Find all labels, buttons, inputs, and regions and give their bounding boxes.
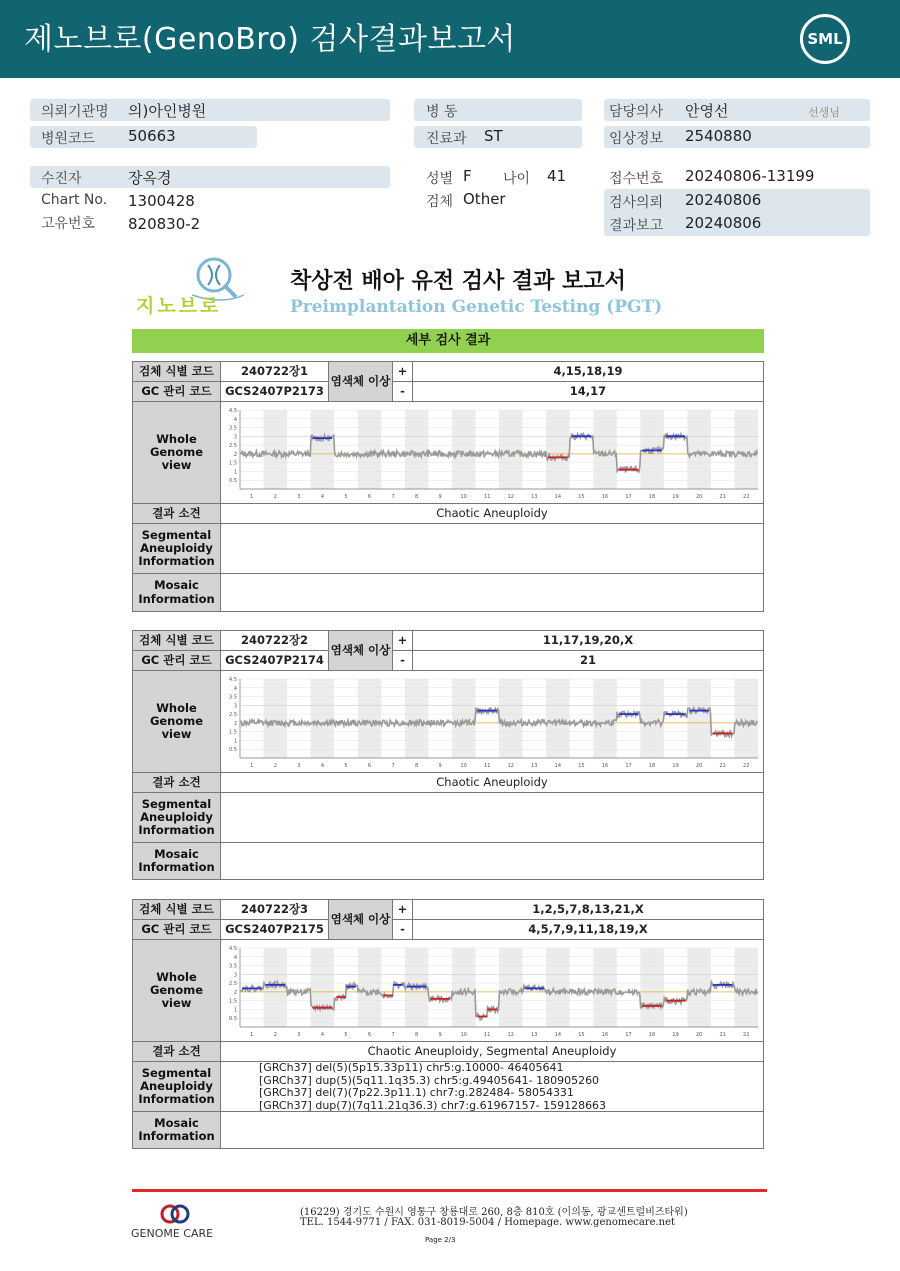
loss-sign: - <box>393 920 413 940</box>
chart-no-value: 1300428 <box>128 192 195 210</box>
x-tick-label: 1 <box>250 493 254 500</box>
y-tick-label: 2 <box>233 720 237 727</box>
department-value: ST <box>484 127 503 145</box>
x-tick-label: 12 <box>507 1031 514 1038</box>
y-tick-label: 3.5 <box>229 425 237 432</box>
gain-chromosomes: 4,15,18,19 <box>413 362 763 382</box>
x-tick-label: 3 <box>297 493 301 500</box>
x-tick-label: 12 <box>507 493 514 500</box>
page-title: 제노브로(GenoBro) 검사결과보고서 <box>24 22 516 57</box>
x-tick-label: 9 <box>438 762 442 769</box>
test-request-value: 20240806 <box>685 191 762 209</box>
y-tick-label: 1 <box>233 737 237 744</box>
x-tick-label: 19 <box>672 762 679 769</box>
mosaic-label: Mosaic Information <box>133 1112 221 1148</box>
abnormality-label: 염색체 이상 <box>329 362 393 402</box>
sample-block-3 <box>132 899 764 1149</box>
loss-chromosomes: 21 <box>413 651 763 671</box>
y-tick-label: 3 <box>233 971 237 978</box>
x-tick-label: 15 <box>578 762 585 769</box>
y-tick-label: 4.5 <box>229 945 237 952</box>
segmental-label: Segmental Aneuploidy Information <box>133 524 221 574</box>
sex-value: F <box>463 167 472 185</box>
report-title: 착상전 배아 유전 검사 결과 보고서 <box>290 269 626 294</box>
abnormality-label: 염색체 이상 <box>329 900 393 940</box>
x-tick-label: 18 <box>648 493 656 500</box>
gc-code-value: GCS2407P2175 <box>221 920 329 940</box>
x-tick-label: 5 <box>344 1031 348 1038</box>
result-value: Chaotic Aneuploidy <box>221 773 763 793</box>
gain-chromosomes: 11,17,19,20,X <box>413 631 763 651</box>
x-tick-label: 22 <box>743 762 750 769</box>
sample-code-label: 검체 식별 코드 <box>133 900 221 920</box>
chromosome-band <box>640 948 664 1027</box>
chromosome-band <box>734 679 758 758</box>
section-header: 세부 검사 결과 <box>132 329 764 353</box>
genome-view-panel <box>221 402 763 504</box>
x-tick-label: 4 <box>320 762 325 769</box>
y-tick-label: 4 <box>233 685 237 692</box>
chromosome-band <box>687 410 711 489</box>
x-tick-label: 2 <box>273 1031 277 1038</box>
x-tick-label: 17 <box>625 493 632 500</box>
chromosome-band <box>311 410 335 489</box>
header-bar <box>0 0 900 78</box>
x-tick-label: 9 <box>438 1031 442 1038</box>
genome-chart-3 <box>222 942 762 1040</box>
result-label: 결과 소견 <box>133 504 221 524</box>
reception-no-label: 접수번호 <box>609 171 664 187</box>
segmental-line: [GRCh37] del(7)(7p22.3p11.1) chr7:g.282484- 58054331 <box>259 1086 574 1100</box>
y-tick-label: 2 <box>233 451 237 458</box>
chromosome-band <box>499 410 523 489</box>
whole-genome-label: Whole Genome view <box>133 671 221 773</box>
x-tick-label: 18 <box>648 762 656 769</box>
gain-sign: + <box>393 631 413 651</box>
y-tick-label: 0.5 <box>229 1015 237 1022</box>
mosaic-value <box>221 1112 763 1148</box>
x-tick-label: 7 <box>391 1031 395 1038</box>
chromosome-band <box>264 410 288 489</box>
chromosome-band <box>546 948 570 1027</box>
clinical-info-label: 임상정보 <box>609 131 664 147</box>
genome-chart-1 <box>222 404 762 502</box>
gc-code-value: GCS2407P2173 <box>221 382 329 402</box>
mosaic-value <box>221 843 763 879</box>
y-tick-label: 4 <box>233 416 237 423</box>
chromosome-band <box>734 410 758 489</box>
x-tick-label: 6 <box>367 1031 372 1038</box>
segmental-value <box>221 1062 763 1112</box>
x-tick-label: 13 <box>531 762 538 769</box>
footer-address: (16229) 경기도 수원시 영통구 창룡대로 260, 8층 810호 (이의동, 광교센트럴비즈타워) <box>300 1207 688 1218</box>
doctor-label: 담당의사 <box>609 104 664 120</box>
x-tick-label: 19 <box>672 493 679 500</box>
x-tick-label: 2 <box>273 762 277 769</box>
x-tick-label: 22 <box>743 493 750 500</box>
x-tick-label: 10 <box>460 1031 467 1038</box>
chromosome-band <box>452 679 476 758</box>
x-tick-label: 15 <box>578 493 585 500</box>
chromosome-band <box>546 679 570 758</box>
y-tick-label: 1 <box>233 1006 237 1013</box>
mosaic-value <box>221 574 763 611</box>
gc-code-value: GCS2407P2174 <box>221 651 329 671</box>
y-tick-label: 2.5 <box>229 442 237 449</box>
segmental-line: [GRCh37] del(5)(5p15.33p11) chr5:g.10000- 46405641 <box>259 1062 564 1074</box>
y-tick-label: 1.5 <box>229 998 237 1005</box>
chromosome-band <box>546 410 570 489</box>
y-tick-label: 4 <box>233 954 237 961</box>
result-value: Chaotic Aneuploidy, Segmental Aneuploidy <box>221 1042 763 1062</box>
sample-block-2 <box>132 630 764 880</box>
x-tick-label: 11 <box>484 762 491 769</box>
gain-sign: + <box>393 900 413 920</box>
age-value: 41 <box>547 167 567 185</box>
department-label: 진료과 <box>426 131 467 147</box>
x-tick-label: 22 <box>743 1031 750 1038</box>
gc-code-label: GC 관리 코드 <box>133 382 221 402</box>
x-tick-label: 12 <box>507 762 514 769</box>
y-tick-label: 3 <box>233 702 237 709</box>
loss-chromosomes: 14,17 <box>413 382 763 402</box>
chromosome-band <box>499 948 523 1027</box>
chromosome-band <box>593 410 617 489</box>
chromosome-band <box>311 679 335 758</box>
chromosome-band <box>311 948 335 1027</box>
sample-block-1 <box>132 361 764 612</box>
unique-no-label: 고유번호 <box>41 216 96 232</box>
x-tick-label: 8 <box>414 1031 419 1038</box>
x-tick-label: 21 <box>719 493 726 500</box>
x-tick-label: 1 <box>250 762 254 769</box>
segmental-line: [GRCh37] dup(5)(5q11.1q35.3) chr5:g.49405641- 180905260 <box>259 1073 600 1087</box>
chromosome-band <box>358 679 382 758</box>
chromosome-band <box>499 679 523 758</box>
x-tick-label: 13 <box>531 1031 538 1038</box>
result-value: Chaotic Aneuploidy <box>221 504 763 524</box>
segmental-value <box>221 793 763 843</box>
genome-view-panel <box>221 671 763 773</box>
age-label: 나이 <box>503 171 531 187</box>
chromosome-band <box>452 410 476 489</box>
x-tick-label: 14 <box>554 762 562 769</box>
gain-chromosomes: 1,2,5,7,8,13,21,X <box>413 900 763 920</box>
doctor-value: 안영선 <box>685 102 729 120</box>
hospital-code-label: 병원코드 <box>41 131 96 147</box>
result-report-label: 결과보고 <box>609 218 664 234</box>
chromosome-band <box>264 679 288 758</box>
chart-no-label: Chart No. <box>41 192 108 208</box>
result-label: 결과 소견 <box>133 773 221 793</box>
x-tick-label: 15 <box>578 1031 585 1038</box>
institution-label: 의뢰기관명 <box>41 104 109 120</box>
chromosome-band <box>687 948 711 1027</box>
sample-code-label: 검체 식별 코드 <box>133 631 221 651</box>
sample-code-value: 240722장1 <box>221 362 329 382</box>
x-tick-label: 16 <box>601 493 609 500</box>
y-tick-label: 4.5 <box>229 407 237 414</box>
y-tick-label: 0.5 <box>229 477 237 484</box>
x-tick-label: 11 <box>484 1031 491 1038</box>
result-label: 결과 소견 <box>133 1042 221 1062</box>
x-tick-label: 3 <box>297 1031 301 1038</box>
report-subtitle: Preimplantation Genetic Testing (PGT) <box>290 297 663 317</box>
genobro-logo <box>132 255 247 317</box>
x-tick-label: 4 <box>320 1031 325 1038</box>
x-tick-label: 3 <box>297 762 301 769</box>
x-tick-label: 11 <box>484 493 491 500</box>
chromosome-band <box>405 679 429 758</box>
x-tick-label: 19 <box>672 1031 679 1038</box>
gain-sign: + <box>393 362 413 382</box>
institution-value: 의)아인병원 <box>128 102 207 120</box>
loss-chromosomes: 4,5,7,9,11,18,19,X <box>413 920 763 940</box>
sml-logo: SML <box>800 14 850 64</box>
footer-contact: TEL. 1544-9771 / FAX. 031-8019-5004 / Homepage. www.genomecare.net <box>300 1217 676 1228</box>
y-tick-label: 2.5 <box>229 980 237 987</box>
y-tick-label: 3.5 <box>229 694 237 701</box>
segmental-line: [GRCh37] dup(7)(7q11.21q36.3) chr7:g.61967157- 159128663 <box>259 1098 607 1112</box>
x-tick-label: 5 <box>344 762 348 769</box>
y-tick-label: 1 <box>233 468 237 475</box>
chromosome-band <box>593 948 617 1027</box>
x-tick-label: 9 <box>438 493 442 500</box>
x-tick-label: 8 <box>414 493 419 500</box>
x-tick-label: 10 <box>460 493 467 500</box>
y-tick-label: 1.5 <box>229 460 237 467</box>
chromosome-band <box>640 679 664 758</box>
x-tick-label: 5 <box>344 493 348 500</box>
genome-care-logo-text: GENOME CARE <box>131 1227 214 1240</box>
result-report-value: 20240806 <box>685 214 762 232</box>
x-tick-label: 17 <box>625 1031 632 1038</box>
test-request-label: 검사의뢰 <box>609 195 664 211</box>
y-tick-label: 2.5 <box>229 711 237 718</box>
x-tick-label: 8 <box>414 762 419 769</box>
page-number: Page 2/3 <box>425 1236 456 1244</box>
footer-divider <box>132 1189 767 1192</box>
chromosome-band <box>687 679 711 758</box>
x-tick-label: 16 <box>601 1031 609 1038</box>
segmental-label: Segmental Aneuploidy Information <box>133 1062 221 1112</box>
chromosome-band <box>358 410 382 489</box>
x-tick-label: 1 <box>250 1031 254 1038</box>
chromosome-band <box>358 948 382 1027</box>
x-tick-label: 2 <box>273 493 277 500</box>
sample-code-label: 검체 식별 코드 <box>133 362 221 382</box>
x-tick-label: 6 <box>367 762 372 769</box>
segmental-label: Segmental Aneuploidy Information <box>133 793 221 843</box>
loss-sign: - <box>393 651 413 671</box>
genome-chart-2 <box>222 673 762 771</box>
x-tick-label: 13 <box>531 493 538 500</box>
doctor-suffix: 선생님 <box>808 106 840 119</box>
y-tick-label: 4.5 <box>229 676 237 683</box>
examinee-row <box>30 166 390 188</box>
sex-label: 성별 <box>426 171 454 187</box>
sample-code-value: 240722장3 <box>221 900 329 920</box>
gc-code-label: GC 관리 코드 <box>133 651 221 671</box>
chromosome-band <box>405 410 429 489</box>
x-tick-label: 7 <box>391 762 395 769</box>
unique-no-value: 820830-2 <box>128 215 201 233</box>
x-tick-label: 21 <box>719 1031 726 1038</box>
x-tick-label: 21 <box>719 762 726 769</box>
x-tick-label: 7 <box>391 493 395 500</box>
x-tick-label: 10 <box>460 762 467 769</box>
segmental-value <box>221 524 763 574</box>
reception-no-value: 20240806-13199 <box>685 167 815 185</box>
chromosome-band <box>593 679 617 758</box>
x-tick-label: 20 <box>695 1031 703 1038</box>
y-tick-label: 1.5 <box>229 729 237 736</box>
y-tick-label: 3.5 <box>229 963 237 970</box>
x-tick-label: 16 <box>601 762 609 769</box>
x-tick-label: 18 <box>648 1031 656 1038</box>
x-tick-label: 20 <box>695 762 703 769</box>
loss-sign: - <box>393 382 413 402</box>
hospital-code-value: 50663 <box>128 127 176 145</box>
x-tick-label: 4 <box>320 493 325 500</box>
mosaic-label: Mosaic Information <box>133 574 221 611</box>
sample-code-value: 240722장2 <box>221 631 329 651</box>
gc-code-label: GC 관리 코드 <box>133 920 221 940</box>
specimen-value: Other <box>463 190 506 208</box>
x-tick-label: 20 <box>695 493 703 500</box>
examinee-label: 수진자 <box>41 171 82 187</box>
x-tick-label: 14 <box>554 493 562 500</box>
y-tick-label: 2 <box>233 989 237 996</box>
y-tick-label: 3 <box>233 433 237 440</box>
clinical-info-value: 2540880 <box>685 127 752 145</box>
examinee-value: 장옥경 <box>128 169 172 187</box>
chromosome-band <box>452 948 476 1027</box>
abnormality-label: 염색체 이상 <box>329 631 393 671</box>
genobro-logo-text: 지노브로 <box>136 295 222 317</box>
genome-view-panel <box>221 940 763 1042</box>
specimen-label: 검체 <box>426 194 454 210</box>
y-tick-label: 0.5 <box>229 746 237 753</box>
whole-genome-label: Whole Genome view <box>133 402 221 504</box>
x-tick-label: 6 <box>367 493 372 500</box>
chromosome-band <box>734 948 758 1027</box>
ward-label: 병 동 <box>426 104 458 120</box>
x-tick-label: 17 <box>625 762 632 769</box>
whole-genome-label: Whole Genome view <box>133 940 221 1042</box>
x-tick-label: 14 <box>554 1031 562 1038</box>
mosaic-label: Mosaic Information <box>133 843 221 879</box>
